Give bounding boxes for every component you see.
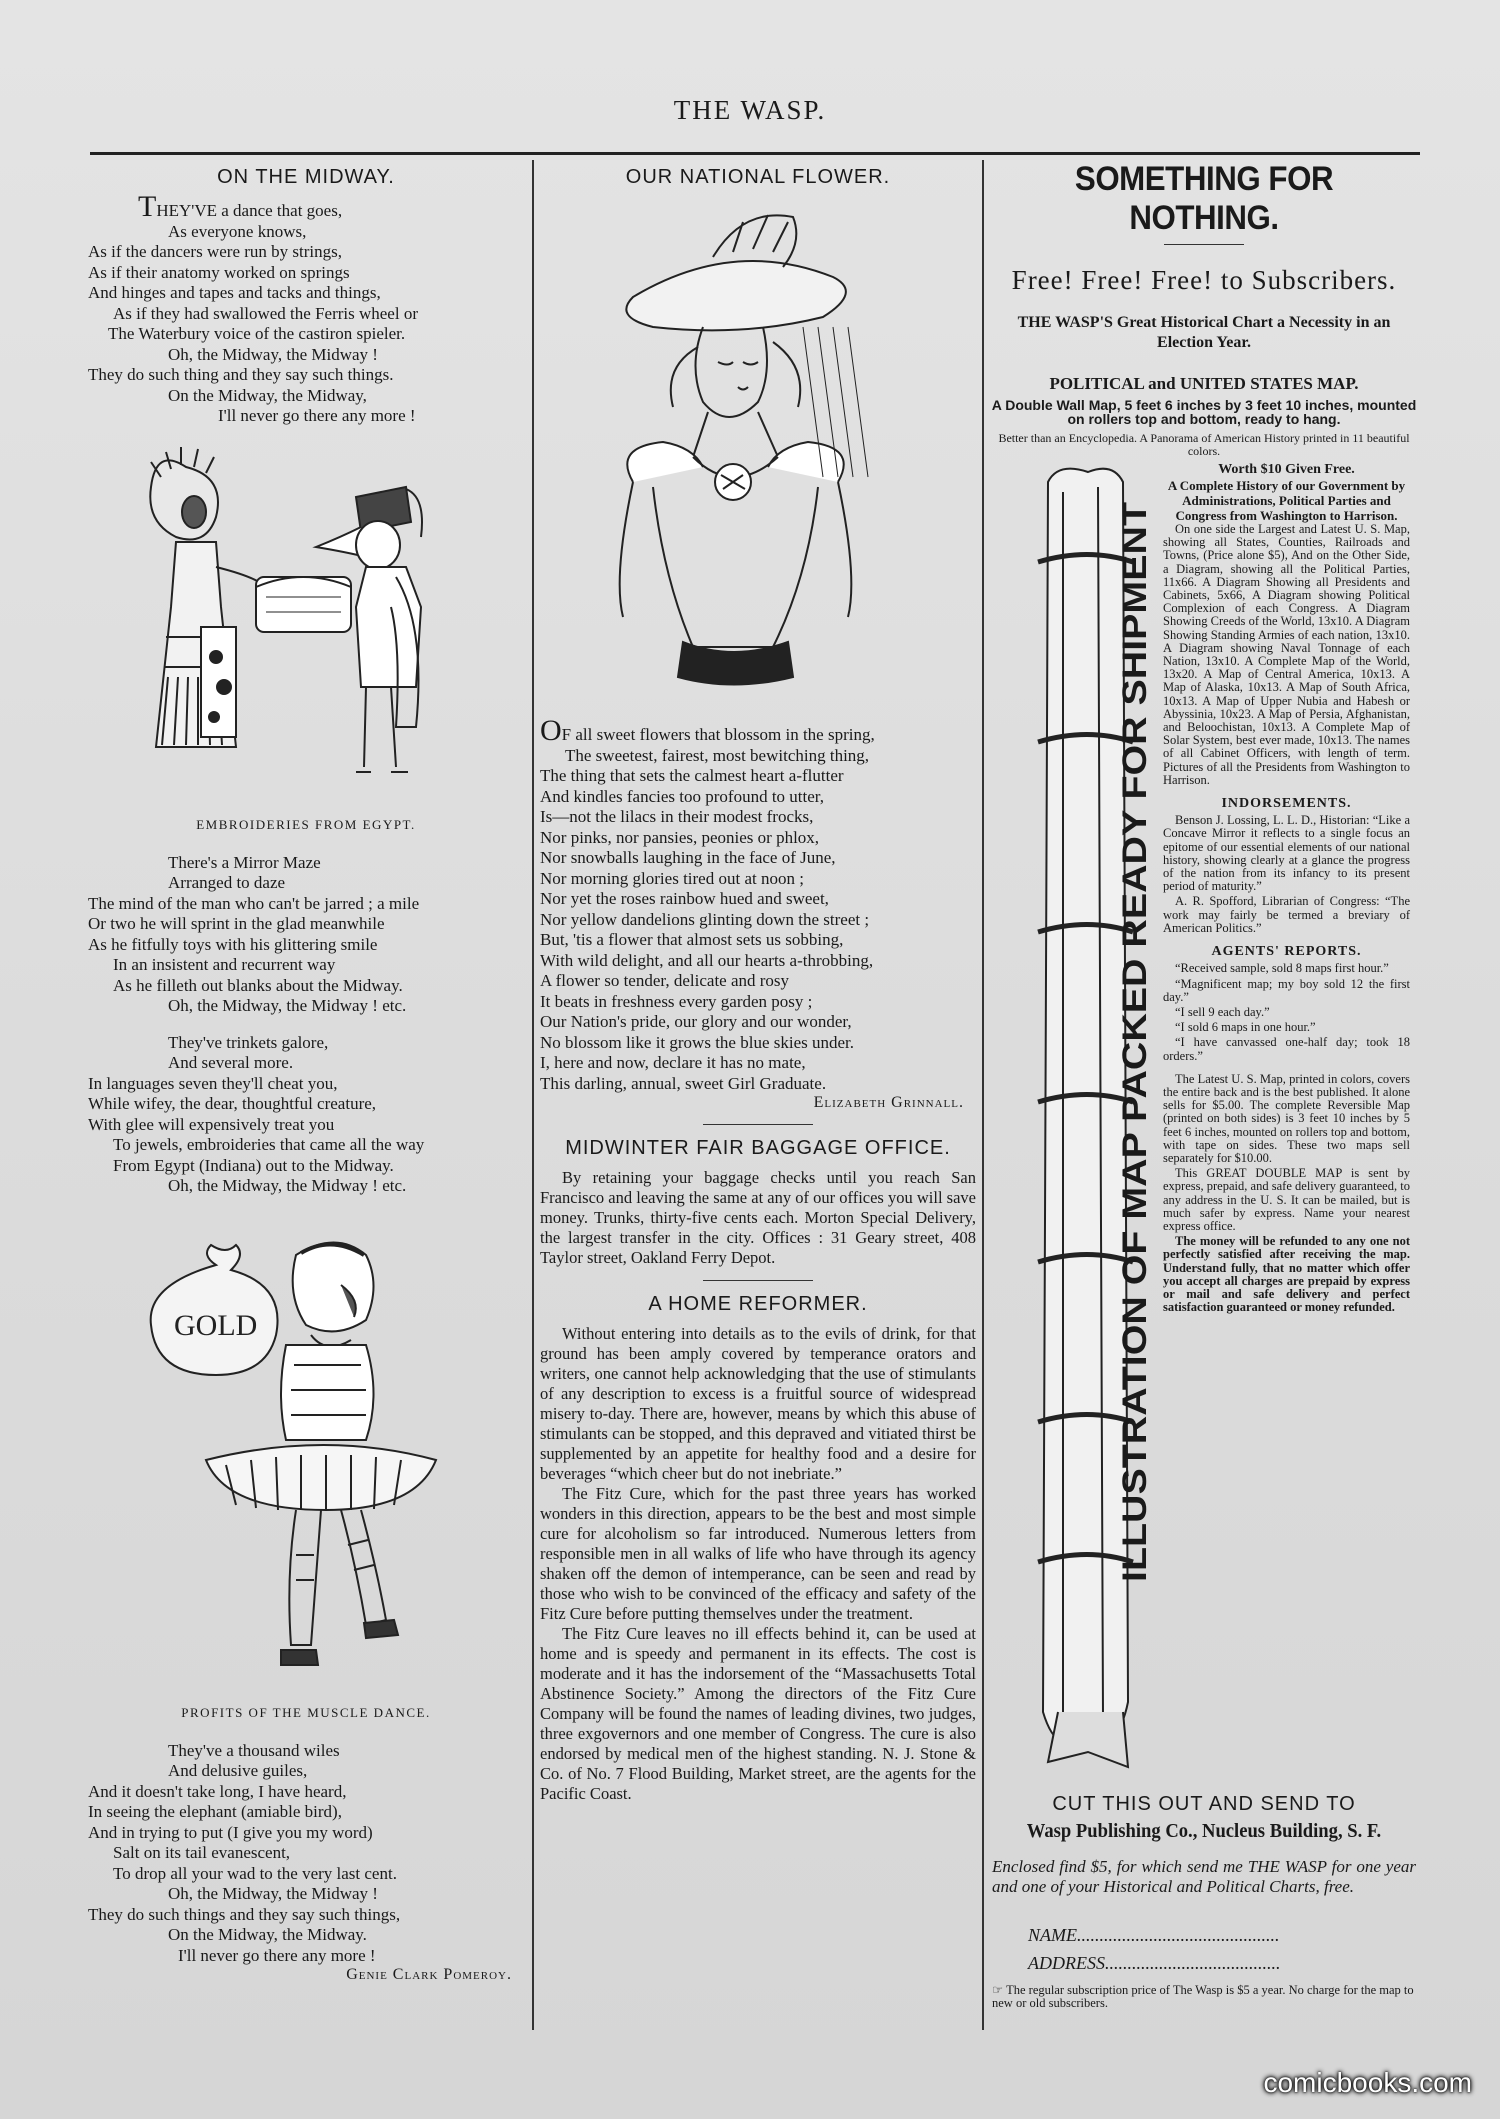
article-title: A HOME REFORMER. bbox=[648, 1293, 868, 1315]
illustration-caption: EMBROIDERIES FROM EGYPT. bbox=[196, 816, 416, 832]
ad-agent-report: “Magnificent map; my boy sold 12 the first day.” bbox=[1163, 976, 1410, 1004]
poem-line: This darling, annual, sweet Girl Graduate. bbox=[540, 1073, 827, 1093]
poem-line: While wifey, the dear, thoughtful creature, bbox=[88, 1094, 377, 1113]
poem-line: The mind of the man who can't be jarred ; a mile bbox=[88, 893, 420, 913]
poem-line: And several more. bbox=[168, 1053, 294, 1072]
poem-line: The Waterbury voice of the castiron spieler. bbox=[108, 324, 406, 343]
poem-text bbox=[540, 714, 976, 1094]
poem-line: Oh, the Midway, the Midway ! bbox=[168, 344, 378, 364]
ad-free-line: Free! Free! Free! to Subscribers. bbox=[1011, 265, 1397, 295]
poem-line: As he filleth out blanks about the Midway. bbox=[113, 975, 403, 995]
ad-map-title: POLITICAL and UNITED STATES MAP. bbox=[1049, 374, 1359, 393]
poem-line: I'll never go there any more ! bbox=[178, 1945, 376, 1965]
poem-signature: Elizabeth Grinnall. bbox=[813, 1094, 964, 1111]
egypt-cartoon-illustration bbox=[116, 427, 496, 807]
poem-line: To jewels, embroideries that came all the way bbox=[113, 1135, 425, 1154]
coupon-name-label: NAME bbox=[1028, 1925, 1077, 1945]
drop-cap: O bbox=[540, 714, 562, 747]
article-paragraph: The Fitz Cure, which for the past three years has worked wonders in this direction, appears to be the best and most simple cure for alcoholism so far introduced. Numerous letters from responsible men in all walks of life who have through its agency shaken off the demon of intemperance, can be seen and read by those who wish to be convinced of the efficacy and safety of the Fitz Cure before putting themselves under the treatment. bbox=[540, 1484, 976, 1623]
column-divider bbox=[982, 160, 984, 2030]
ad-indorsement: A. R. Spofford, Librarian of Congress: “The work may fairly be termed a breviary of American Politics.” bbox=[1163, 894, 1410, 935]
illustration-caption: PROFITS OF THE MUSCLE DANCE. bbox=[181, 1704, 431, 1720]
poem-stanza bbox=[88, 1033, 524, 1197]
poem-line: I'll never go there any more ! bbox=[218, 406, 416, 425]
vertical-caption-text: ILLUSTRATION OF MAP PACKED READY FOR SHIPMENT bbox=[1116, 649, 1154, 1582]
poem-title: ON THE MIDWAY. bbox=[217, 166, 395, 188]
article-paragraph: By retaining your baggage checks until you reach San Francisco and leaving the same at any of our offices you will save money. Trunks, thirty-five cents each. Morton Special Delivery, the largest transfer in the city. Offices : 31 Geary street, 408 Taylor street, Oakland Ferry Depot. bbox=[540, 1168, 976, 1267]
section-divider bbox=[703, 1280, 813, 1281]
ad-paragraph: The Latest U. S. Map, printed in colors, covers the entire back and is the best published. It alone sells for $5.00. The complete Reversible Map (printed on both sides) is 3 feet 10 inches by 5 feet 6 inches, mounted on rollers top and bottom, with tape on sides. These two maps sell separately for $10.00. bbox=[1163, 1071, 1410, 1165]
poem-line: As if they had swallowed the Ferris wheel or bbox=[113, 303, 418, 323]
poem-line: But, 'tis a flower that almost sets us sobbing, bbox=[540, 930, 844, 949]
header-rule bbox=[90, 152, 1420, 155]
column-midway-poem bbox=[88, 160, 524, 1984]
poem-line: To drop all your wad to the very last cent. bbox=[113, 1863, 397, 1883]
ad-history: A Complete History of our Government by Administrations, Political Parties and Congress from Washington to Harrison. bbox=[1167, 478, 1406, 523]
poem-line: The thing that sets the calmest heart a-flutter bbox=[540, 766, 844, 785]
ad-divider bbox=[1164, 244, 1244, 245]
poem-line: A flower so tender, delicate and rosy bbox=[540, 971, 790, 990]
running-head: THE WASP. bbox=[673, 95, 827, 125]
poem-line: Is—not the lilacs in their modest frocks, bbox=[540, 807, 814, 826]
ad-title: SOMETHING FOR NOTHING. bbox=[1074, 160, 1334, 237]
poem-line: Oh, the Midway, the Midway ! bbox=[168, 1884, 378, 1903]
article-text bbox=[540, 1168, 976, 1268]
poem-line: Nor yellow dandelions glinting down the street ; bbox=[540, 909, 870, 929]
poem-line: Nor morning glories tired out at noon ; bbox=[540, 868, 804, 888]
poem-line: And in trying to put (I give you my word) bbox=[88, 1822, 373, 1842]
ad-section-title: AGENTS' REPORTS. bbox=[1211, 944, 1362, 960]
poem-line: There's a Mirror Maze bbox=[168, 852, 321, 872]
poem-line: Or two he will sprint in the glad meanwhile bbox=[88, 914, 385, 933]
column-divider bbox=[532, 160, 534, 2030]
poem-line: They've trinkets galore, bbox=[168, 1032, 329, 1052]
poem-line bbox=[540, 714, 976, 747]
poem-line: Oh, the Midway, the Midway ! etc. bbox=[168, 1176, 407, 1195]
ad-agent-report: “Received sample, sold 8 maps first hour.” bbox=[1175, 961, 1389, 976]
coupon-heading: CUT THIS OUT AND SEND TO bbox=[1052, 1793, 1356, 1815]
ad-body bbox=[988, 462, 1420, 1862]
poem-line: In languages seven they'll cheat you, bbox=[88, 1073, 338, 1093]
article-paragraph: The Fitz Cure leaves no ill effects behind it, can be used at home and is speedy and permanent in its effects. The cost is moderate and it has the indorsement of the “Massachusetts Total Abstinence Society.” Among the directors of the Fitz Cure Company will be found the names of leading divines, two judges, three exgovernors and one member of Congress. The cure is also endorsed by medical men of the highest standing. N. J. Stone & Co. of No. 7 Flood Building, Market street, are the agents for the Pacific Coast. bbox=[540, 1624, 976, 1803]
coupon-text: Enclosed find $5, for which send me THE WASP for one year and one of your Historical and Political Charts, free. bbox=[992, 1857, 1416, 1896]
poem-line: Nor pinks, nor pansies, peonies or phlox, bbox=[540, 827, 820, 847]
poem-line: And delusive guiles, bbox=[168, 1761, 308, 1780]
ad-indorsement: Benson J. Lossing, L. L. D., Historian: “Like a Concave Mirror it reflects to a single focus an epitome of our essential elements of our national history, showing clearly at a glance the progress of the nation from its infancy to its present period of maturity.” bbox=[1163, 813, 1410, 894]
coupon-name-field[interactable]: NAME............................................. bbox=[1028, 1925, 1280, 1945]
poem-stanza bbox=[88, 853, 524, 1017]
ad-details bbox=[1163, 462, 1410, 1316]
article-text bbox=[540, 1324, 976, 1804]
poem-line: In an insistent and recurrent way bbox=[113, 955, 336, 974]
muscle-dance-cartoon-illustration bbox=[136, 1225, 476, 1695]
poem-line: And it doesn't take long, I have heard, bbox=[88, 1781, 347, 1801]
ad-agent-report: “I have canvassed one-half day; took 18 orders.” bbox=[1163, 1035, 1410, 1063]
article-title: MIDWINTER FAIR BAGGAGE OFFICE. bbox=[565, 1137, 951, 1159]
poem-line: Our Nation's pride, our glory and our wonder, bbox=[540, 1012, 852, 1031]
poem-stanza bbox=[88, 1741, 524, 1967]
poem-line: As everyone knows, bbox=[168, 221, 307, 241]
poem-line: In seeing the elephant (amiable bird), bbox=[88, 1802, 342, 1821]
poem-line: From Egypt (Indiana) out to the Midway. bbox=[113, 1155, 394, 1175]
coupon-note-text: The regular subscription price of The Wasp is $5 a year. No charge for the map to new or old subscribers. bbox=[992, 1983, 1414, 2010]
poem-line: As if the dancers were run by strings, bbox=[88, 242, 342, 261]
column-advertisement bbox=[988, 160, 1420, 2010]
watermark: comicbooks.com bbox=[1263, 2067, 1472, 2098]
poem-signature: Genie Clark Pomeroy. bbox=[346, 1966, 512, 1983]
coupon-address-field[interactable]: ADDRESS....................................... bbox=[1028, 1953, 1281, 1973]
poem-line: Nor snowballs laughing in the face of June, bbox=[540, 848, 836, 867]
section-divider bbox=[703, 1124, 813, 1125]
ad-agent-report: “I sold 6 maps in one hour.” bbox=[1175, 1020, 1316, 1035]
ad-contents: On one side the Largest and Latest U. S. Map, showing all States, Counties, Railroads and Towns, (Price alone $5), And on the Other Side, a Diagram, showing all the Political Parties, 11x66. A Diagram Showing all Presidents and Cabinets, 5x66, A Diagram showing Political Complexion of each Congress. A Diagram Showing Creeds of the World, 13x10. A Diagram Showing Standing Armies of each nation, 13x10. A Diagram showing Naval Tonnage of each Nation, 13x10. A Complete Map of the World, 13x20. A Map of Central America, 10x13. A Map of Alaska, 10x13. A Map of South Africa, 10x13. A Map of Upper Nubia and Habesh or Abyssinia, 10x23. A Map of Persia, Afghanistan, and Beloochistan, 10x13. A Complete Map of Solar System, best ever made, 10x13. The names of all Cabinet Officers, with length of term. Pictures of all the Presidents from Washington to Harrison. bbox=[1163, 522, 1410, 787]
poem-line: I, here and now, declare it has no mate, bbox=[540, 1053, 806, 1072]
poem-line: It beats in freshness every garden posy ; bbox=[540, 991, 813, 1011]
coupon-note bbox=[992, 1984, 1416, 2010]
poem-line: As if their anatomy worked on springs bbox=[88, 262, 350, 282]
poem-line-text: F all sweet flowers that blossom in the spring, bbox=[561, 725, 875, 744]
poem-line: With wild delight, and all our hearts a-throbbing, bbox=[540, 950, 874, 970]
drop-cap: T bbox=[138, 190, 157, 223]
poem-line: On the Midway, the Midway, bbox=[168, 385, 367, 405]
ad-better-line: Better than an Encyclopedia. A Panorama of American History printed in 11 beautiful colors. bbox=[998, 431, 1410, 458]
ad-subtitle: THE WASP'S Great Historical Chart a Necessity in an Election Year. bbox=[1017, 314, 1391, 351]
poem-stanza bbox=[88, 190, 524, 427]
ad-paragraph: This GREAT DOUBLE MAP is sent by express, prepaid, and safe delivery guaranteed, to any address in the U. S. It can be mailed, but is much safer by express. Name your nearest express office. bbox=[1163, 1166, 1410, 1233]
poem-line-text: HEY'VE a dance that goes, bbox=[156, 201, 343, 220]
poem-line: Oh, the Midway, the Midway ! etc. bbox=[168, 996, 407, 1015]
poem-title: OUR NATIONAL FLOWER. bbox=[625, 166, 891, 188]
poem-line: The sweetest, fairest, most bewitching thing, bbox=[565, 745, 870, 765]
ad-agent-report: “I sell 9 each day.” bbox=[1175, 1004, 1270, 1019]
poem-line: Salt on its tail evanescent, bbox=[113, 1843, 291, 1862]
poem-line: They've a thousand wiles bbox=[168, 1740, 340, 1760]
poem-line: With glee will expensively treat you bbox=[88, 1114, 335, 1134]
poem-line: And kindles fancies too profound to utter, bbox=[540, 786, 825, 806]
ad-worth: Worth $10 Given Free. bbox=[1218, 462, 1355, 477]
ad-paragraph: The money will be refunded to any one not perfectly satisfied after receiving the map. Understand fully, that no matter which offer you accept all charges are prepaid by express or mail and safe delivery and perfect satisfaction guaranteed or money refunded. bbox=[1163, 1234, 1410, 1315]
poem-line: They do such thing and they say such things. bbox=[88, 365, 394, 384]
vertical-caption bbox=[1108, 482, 1158, 1612]
ad-map-size: A Double Wall Map, 5 feet 6 inches by 3 feet 10 inches, mounted on rollers top and bottom, ready to hang. bbox=[991, 397, 1417, 427]
girl-graduate-illustration bbox=[593, 197, 923, 707]
poem-line: On the Midway, the Midway. bbox=[168, 1925, 367, 1944]
column-national-flower bbox=[540, 160, 976, 1804]
article-paragraph: Without entering into details as to the evils of drink, for that ground has been amply covered by temperance orators and writers, one cannot help acknowledging that the use of stimulants of any description to excess is a fruitful source of widespread misery to-day. There are, however, means by which this abuse of stimulants can be stopped, and this depraved and vitiated thirst be supplemented by an appetite for healthy food and a desire for beverages “which cheer but do not inebriate.” bbox=[540, 1324, 976, 1483]
coupon-address-label: ADDRESS bbox=[1028, 1953, 1105, 1973]
pointing-hand-icon: ☞ bbox=[992, 1983, 1007, 1997]
bag-label: GOLD bbox=[174, 1308, 258, 1342]
poem-line: Arranged to daze bbox=[168, 873, 286, 892]
poem-line: No blossom like it grows the blue skies under. bbox=[540, 1032, 855, 1052]
poem-line: They do such things and they say such things, bbox=[88, 1904, 401, 1924]
poem-line: As he fitfully toys with his glittering smile bbox=[88, 934, 378, 954]
poem-line: And hinges and tapes and tacks and things, bbox=[88, 283, 381, 302]
ad-section-title: INDORSEMENTS. bbox=[1221, 796, 1352, 812]
poem-line bbox=[88, 190, 524, 223]
poem-line: Nor yet the roses rainbow hued and sweet, bbox=[540, 889, 829, 908]
coupon-publisher: Wasp Publishing Co., Nucleus Building, S. F. bbox=[1026, 1820, 1382, 1842]
